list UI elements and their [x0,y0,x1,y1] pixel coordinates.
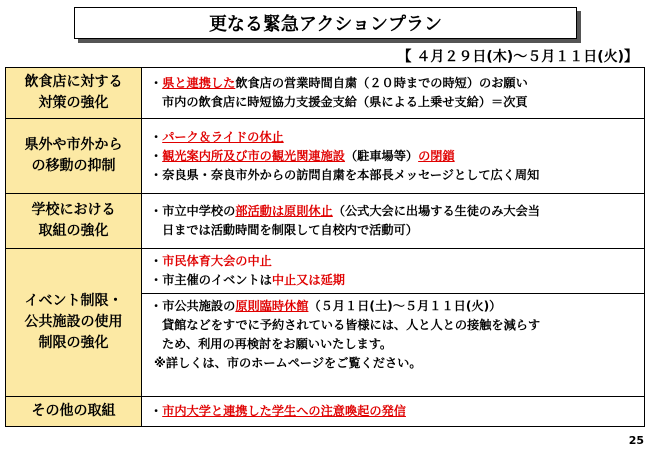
body-text: 貸館などをすでに予約されている皆様には、人と人との接触を減らす [162,318,541,332]
highlight-text: 中止又は延期 [271,273,345,287]
table-row [6,194,645,249]
bullet: ・ [150,148,163,163]
body-text: 奈良県・奈良市外からの訪問自粛を本部長メッセージとして広く周知 [162,167,540,182]
body-text: 日までは活動時間を制限して自校内で活動可） [162,223,418,237]
body-text: 市公共施設の [162,299,236,313]
bullet: ・ [150,129,163,144]
page-number: 25 [628,434,644,447]
category-line: 学校における [31,202,116,218]
bullet: ・ [150,254,163,268]
list-item [142,93,644,112]
content-group [142,293,644,376]
table-row [6,397,645,427]
body-text: ため、利用の再検討をお願いいたします。 [162,337,393,351]
category-cell [6,249,142,397]
highlight-text: の閉鎖 [418,148,455,163]
body-text: 市立中学校の [162,204,236,218]
body-text: ※詳しくは、市のホームページをご覧ください。 [154,356,422,370]
table-row [6,119,645,194]
slide-title [74,7,577,39]
table-row [6,249,645,397]
bullet: ・ [150,76,163,90]
body-text: （５月１日(土)～５月１１日(火)） [308,299,502,313]
bullet: ・ [150,204,163,218]
bullet: ・ [150,273,163,287]
highlight-text: 部活動は原則休止 [235,204,333,218]
list-item [142,316,644,335]
slide-title-text: 更なる緊急アクションプラン [208,14,443,35]
bullet: ・ [150,167,163,182]
content-cell [142,194,645,249]
list-item [142,166,644,185]
highlight-text: 市民体育大会の中止 [162,254,272,268]
list-item [142,74,644,93]
highlight-text: 原則臨時休館 [235,299,309,313]
content-cell [142,249,645,397]
category-cell [6,194,142,249]
list-item [142,335,644,354]
content-cell [142,119,645,194]
category-cell [6,119,142,194]
body-text: 飲食店の営業時間自粛（２０時までの時短）のお願い [235,76,528,90]
category-line: 制限の強化 [38,335,109,351]
category-line: イベント制限・ [24,293,123,309]
category-cell [6,68,142,119]
body-text: 市主催のイベントは [162,273,272,287]
highlight-text: パーク＆ライドの休止 [162,129,284,144]
table-row [6,68,645,119]
action-plan-table [5,67,645,427]
list-item [142,297,644,316]
body-text: （公式大会に出場する生徒のみ大会当 [332,204,540,218]
date-range: 【 ４月２９日(木)～５月１１日(火)】 [397,49,638,65]
category-line: 県外や市外から [24,137,123,153]
category-line: 対策の強化 [38,95,109,111]
list-item [142,252,644,271]
category-line: 飲食店に対する [24,74,123,90]
highlight-text: 県と連携した [162,76,236,90]
bullet: ・ [150,299,163,313]
body-text: 市内の飲食店に時短協力支援金支給（県による上乗せ支給）＝次頁 [162,95,528,109]
content-cell [142,397,645,427]
list-item [142,354,644,373]
highlight-text: 市内大学と連携した学生への注意喚起の発信 [162,404,406,418]
list-item [142,271,644,290]
category-line: 取組の強化 [38,223,109,239]
category-line: の移動の抑制 [31,158,116,174]
list-item [142,147,644,166]
list-item [142,128,644,147]
list-item [142,202,644,221]
body-text: （駐車場等） [345,148,419,163]
category-line: 公共施設の使用 [24,314,123,330]
category-line: その他の取組 [31,403,116,419]
highlight-text: 観光案内所及び市の観光関連施設 [162,148,345,163]
content-group [142,249,644,293]
bullet: ・ [150,404,163,418]
category-cell [6,397,142,427]
list-item [142,402,644,421]
list-item [142,221,644,240]
content-cell [142,68,645,119]
